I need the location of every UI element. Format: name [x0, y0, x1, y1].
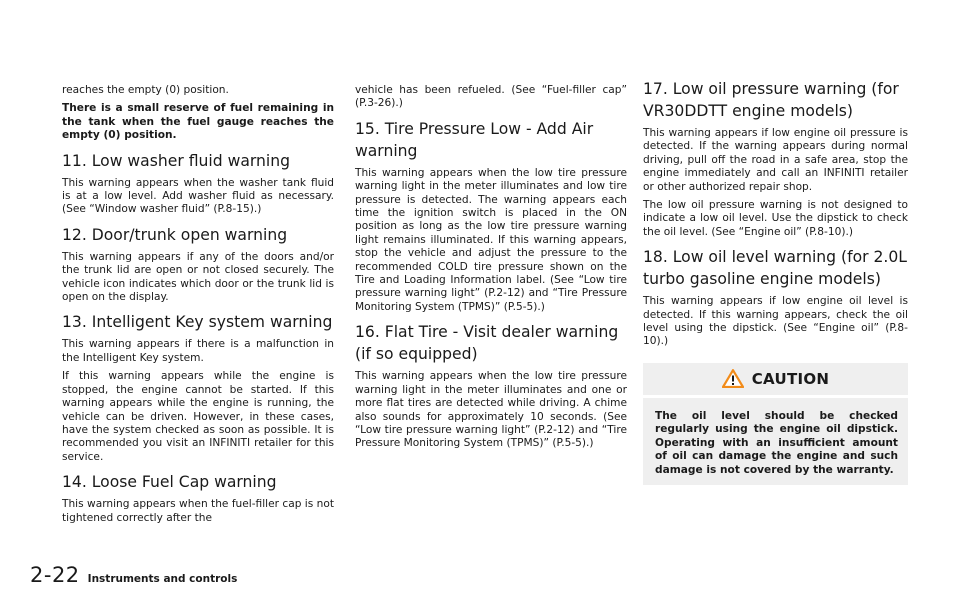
page-number: 2-22 [30, 563, 80, 587]
heading-12: 12. Door/trunk open warning [62, 225, 288, 244]
caution-header [643, 363, 908, 398]
heading-18: 18. Low oil level warning (for 2.0L turbo gasoline engine models) [643, 248, 907, 289]
paragraph-13b: If this warning appears while the engine is stopped, the engine cannot be started. If this warning appears while the engine is running, the vehicle can be driven. However, in these cases, have the system checked as soon as possible. It is recommended you visit an INFINITI retailer for this service. [62, 370, 334, 463]
paragraph-16: This warning appears when the low tire pressure warning light in the meter illuminates and one or more flat tires are detected while driving. A chime also sounds for approximately 10 seconds. (See “Low tire pressure warning light” (P.2-12) and “Tire Pressure Monitoring System (TPMS)” (P.5-5).) [355, 370, 627, 450]
heading-16: 16. Flat Tire - Visit dealer warning (if so equipped) [355, 323, 619, 364]
caution-title: CAUTION [751, 369, 830, 388]
heading-13: 13. Intelligent Key system warning [62, 313, 333, 332]
caution-body [643, 398, 908, 485]
paragraph-fuel-reserve: There is a small reserve of fuel remaining in the tank when the fuel gauge reaches the empty (0) position. [62, 102, 334, 142]
paragraph-14-continued: vehicle has been refueled. (See “Fuel-filler cap” (P.3-26).) [355, 84, 627, 110]
heading-11: 11. Low washer fluid warning [62, 151, 291, 170]
section-name: Instruments and controls [87, 573, 238, 585]
paragraph-11: This warning appears when the washer tank fluid is at a low level. Add washer fluid as necessary. (See “Window washer fluid” (P.8-15).) [62, 176, 334, 216]
paragraph-18: This warning appears if low engine oil level is detected. If this warning appears, check the oil level using the dipstick. (See “Engine oil” (P.8-10).) [643, 295, 908, 348]
paragraph-17b: The low oil pressure warning is not designed to indicate a low oil level. Use the dipstick to check the oil level. (See “Engine oil” (P.8-10).) [643, 199, 908, 238]
paragraph-13a: This warning appears if there is a malfunction in the Intelligent Key system. [62, 338, 334, 364]
column-2 [355, 84, 627, 456]
column-3 [643, 78, 908, 485]
column-1 [62, 84, 334, 530]
caution-text: The oil level should be checked regularly using the engine oil dipstick. Operating with an insufficient amount of oil can damage the engine and such damage is not covered by the warranty. [655, 409, 898, 476]
paragraph-intro: reaches the empty (0) position. [62, 84, 229, 96]
paragraph-12: This warning appears if any of the doors and/or the trunk lid are open or not closed securely. The vehicle icon indicates which door or the trunk lid is open on the display. [62, 250, 334, 304]
heading-15: 15. Tire Pressure Low - Add Air warning [355, 119, 594, 160]
paragraph-15: This warning appears when the low tire pressure warning light in the meter illuminates and low tire pressure is detected. The warning appears each time the ignition switch is placed in the ON position as long as the low tire pressure warning light remains illuminated. If this warning appears, stop the vehicle and adjust the pressure to the recommended COLD tire pressure shown on the Tire and Loading Information label. (See “Low tire pressure warning light” (P.2-12) and “Tire Pressure Monitoring System (TPMS)” (P.5-5).) [355, 166, 627, 313]
paragraph-14: This warning appears when the fuel-filler cap is not tightened correctly after the [62, 498, 334, 524]
warning-triangle-icon [722, 369, 744, 388]
heading-17: 17. Low oil pressure warning (for VR30DDTT engine models) [643, 80, 899, 120]
paragraph-17a: This warning appears if low engine oil pressure is detected. If the warning appears during normal driving, pull off the road in a safe area, stop the engine immediately and call an INFINITI retailer or other authorized repair shop. [643, 127, 908, 193]
page-footer [30, 563, 237, 587]
heading-14: 14. Loose Fuel Cap warning [62, 473, 277, 492]
caution-box [643, 363, 908, 485]
